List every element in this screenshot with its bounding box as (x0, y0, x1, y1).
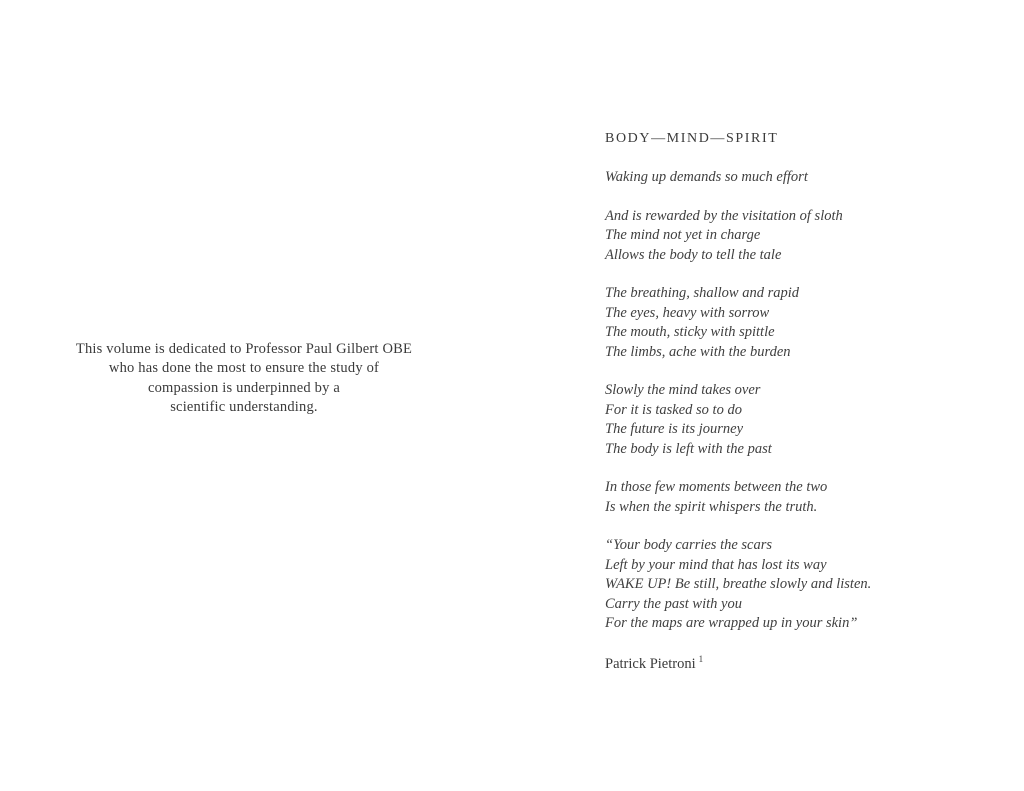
poem-stanza (605, 168, 935, 188)
poem-line: For the maps are wrapped up in your skin” (605, 615, 858, 631)
poem-stanza (605, 284, 935, 362)
text-line: This volume is dedicated to Professor Paul Gilbert OBE (75, 341, 413, 357)
poem-stanza (605, 536, 935, 634)
text-line: scientific understanding. (170, 398, 318, 415)
poem-line: The limbs, ache with the burden (605, 343, 791, 360)
poem-body (605, 168, 935, 634)
poem (605, 131, 935, 672)
poem-line: The body is left with the past (605, 440, 772, 457)
poem-author: Patrick Pietroni (605, 655, 696, 672)
poem-line: Carry the past with you (605, 595, 742, 612)
poem-stanza (605, 478, 935, 517)
poem-line: The mouth, sticky with spittle (605, 324, 775, 340)
poem-title: BODY—MIND—SPIRIT (605, 131, 779, 146)
poem-line: Waking up demands so much effort (605, 169, 808, 185)
poem-line: The breathing, shallow and rapid (605, 285, 800, 301)
dedication-text (64, 340, 424, 417)
poem-stanza (605, 381, 935, 459)
poem-stanza (605, 207, 935, 266)
poem-line: Is when the spirit whispers the truth. (605, 498, 818, 515)
poem-line: The mind not yet in charge (605, 227, 761, 243)
poem-line: Allows the body to tell the tale (605, 246, 782, 263)
text-line: who has done the most to ensure the study of (108, 360, 380, 377)
poem-line: In those few moments between the two (605, 479, 828, 495)
text-line: compassion is underpinned by a (147, 379, 341, 396)
poem-line: Slowly the mind takes over (605, 382, 761, 398)
poem-line: The future is its journey (605, 421, 744, 437)
poem-line: For it is tasked so to do (605, 401, 742, 418)
poem-attribution (605, 654, 935, 673)
poem-line: WAKE UP! Be still, breathe slowly and listen. (605, 576, 872, 592)
poem-line: “Your body carries the scars (605, 537, 773, 553)
footnote-marker: 1 (698, 653, 704, 664)
poem-line: And is rewarded by the visitation of sloth (605, 207, 843, 224)
poem-line: The eyes, heavy with sorrow (605, 304, 770, 321)
poem-line: Left by your mind that has lost its way (605, 556, 827, 573)
right-page (512, 0, 1024, 791)
